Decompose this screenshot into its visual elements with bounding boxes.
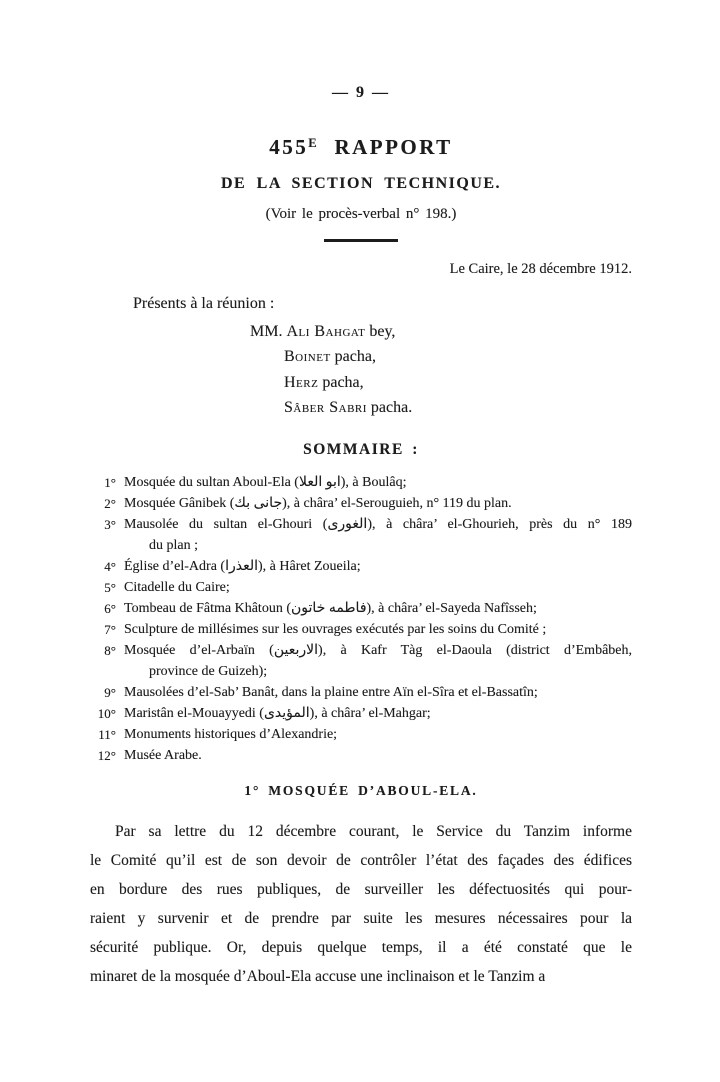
item-number: 3° [104, 516, 116, 532]
sommaire-item [90, 724, 632, 745]
item-number: 10° [97, 705, 116, 721]
paragraph-line: sécurité publique. Or, depuis quelque temps, il a été constaté que le [90, 938, 632, 956]
item-number: 1° [104, 474, 116, 490]
sommaire-item [90, 598, 632, 619]
item-number: 7° [104, 621, 116, 637]
attendee-title: bey, [369, 322, 396, 340]
report-word: RAPPORT [334, 135, 453, 159]
item-number: 6° [104, 600, 116, 616]
paragraph-line: minaret de la mosquée d’Aboul-Ela accuse une inclinaison et le Tanzim a [90, 967, 546, 985]
report-ordinal: E [308, 136, 317, 150]
sommaire-list [90, 472, 632, 766]
item-number: 12° [97, 747, 116, 763]
item-text: Mosquée d’el-Arbaïn (الاربعين), à Kafr Tàg el-Daoula (district d’Embâbeh, province de Guizeh); [124, 640, 632, 682]
item-text-continuation: du plan ; [149, 537, 198, 553]
sommaire-item [90, 577, 632, 598]
item-text: Mausolées d’el-Sab’ Banât, dans la plaine entre Aïn el-Sîra et el-Bassatîn; [124, 684, 538, 700]
item-text: Monuments historiques d’Alexandrie; [124, 726, 338, 742]
sommaire-item [90, 556, 632, 577]
sommaire-item [90, 745, 632, 766]
attendee-row [250, 395, 632, 421]
attendee-title: pacha, [334, 348, 376, 365]
sommaire-item [90, 703, 632, 724]
item-number: 8° [104, 642, 116, 658]
sommaire-item [90, 514, 632, 556]
attendee-list [250, 319, 632, 421]
attendee-title: pacha. [370, 399, 413, 416]
attendee-name: Ali Bahgat [286, 322, 366, 340]
attendee-name: Herz [284, 373, 319, 391]
item-text: Église d’el-Adra (العذرا), à Hâret Zoueila; [124, 558, 361, 574]
attendee-row [250, 344, 632, 370]
sommaire-heading: SOMMAIRE : [303, 440, 419, 458]
item-text-continuation: province de Guizeh); [149, 663, 268, 679]
attendee-name: Boinet [284, 348, 331, 365]
sommaire-item [90, 640, 632, 682]
attendee-name: Sâber Sabri [284, 399, 367, 416]
divider-rule [324, 239, 398, 242]
body-paragraph [90, 817, 632, 991]
paragraph-line: le Comité qu’il est de son devoir de contrôler l’état des façades des édifices [90, 851, 632, 869]
item-number: 5° [104, 579, 116, 595]
item-text: Sculpture de millésimes sur les ouvrages exécutés par les soins du Comité ; [124, 621, 547, 637]
section-heading: 1° MOSQUÉE D’ABOUL-ELA. [244, 782, 478, 798]
mm-prefix: MM. [250, 322, 283, 340]
report-number: 455 [269, 135, 309, 159]
paragraph-line: en bordure des rues publiques, de surveiller les défectuosités qui pour- [90, 880, 632, 898]
sommaire-item [90, 682, 632, 703]
sommaire-item [90, 472, 632, 493]
item-number: 9° [104, 684, 116, 700]
item-text: Mausolée du sultan el-Ghouri (الغورى), à châra’ el-Ghourieh, près du n° 189 du plan ; [124, 514, 632, 556]
item-text: Maristân el-Mouayyedi (المؤيدى), à châra’ el-Mahgar; [124, 705, 431, 721]
attendee-title: pacha, [322, 373, 364, 391]
item-number: 2° [104, 495, 116, 511]
paragraph-line: Par sa lettre du 12 décembre courant, le Service du Tanzim informe [115, 822, 632, 840]
dateline: Le Caire, le 28 décembre 1912. [449, 260, 632, 277]
report-subtitle: DE LA SECTION TECHNIQUE. [220, 175, 502, 192]
item-number: 4° [104, 558, 116, 574]
item-text: Citadelle du Caire; [124, 579, 230, 595]
item-text: Mosquée Gânibek (جانى بك), à châra’ el-Serouguieh, n° 119 du plan. [124, 495, 512, 511]
attendee-row [250, 319, 632, 345]
sommaire-item [90, 619, 632, 640]
attendee-row [250, 370, 632, 396]
paragraph-line: raient y survenir et de prendre par suite les mesures nécessaires pour la [90, 909, 632, 927]
page-number: — 9 — [332, 84, 390, 101]
attendance-intro: Présents à la réunion : [133, 294, 275, 312]
item-text: Tombeau de Fâtma Khâtoun (فاطمه خاتون), à châra’ el-Sayeda Nafîsseh; [124, 600, 537, 616]
item-text: Mosquée du sultan Aboul-Ela (ابو العلا), à Boulâq; [124, 474, 407, 490]
item-number: 11° [98, 726, 116, 742]
item-text: Musée Arabe. [124, 747, 202, 763]
proces-verbal-reference: (Voir le procès-verbal n° 198.) [265, 206, 457, 222]
report-title [90, 135, 632, 160]
sommaire-item [90, 493, 632, 514]
